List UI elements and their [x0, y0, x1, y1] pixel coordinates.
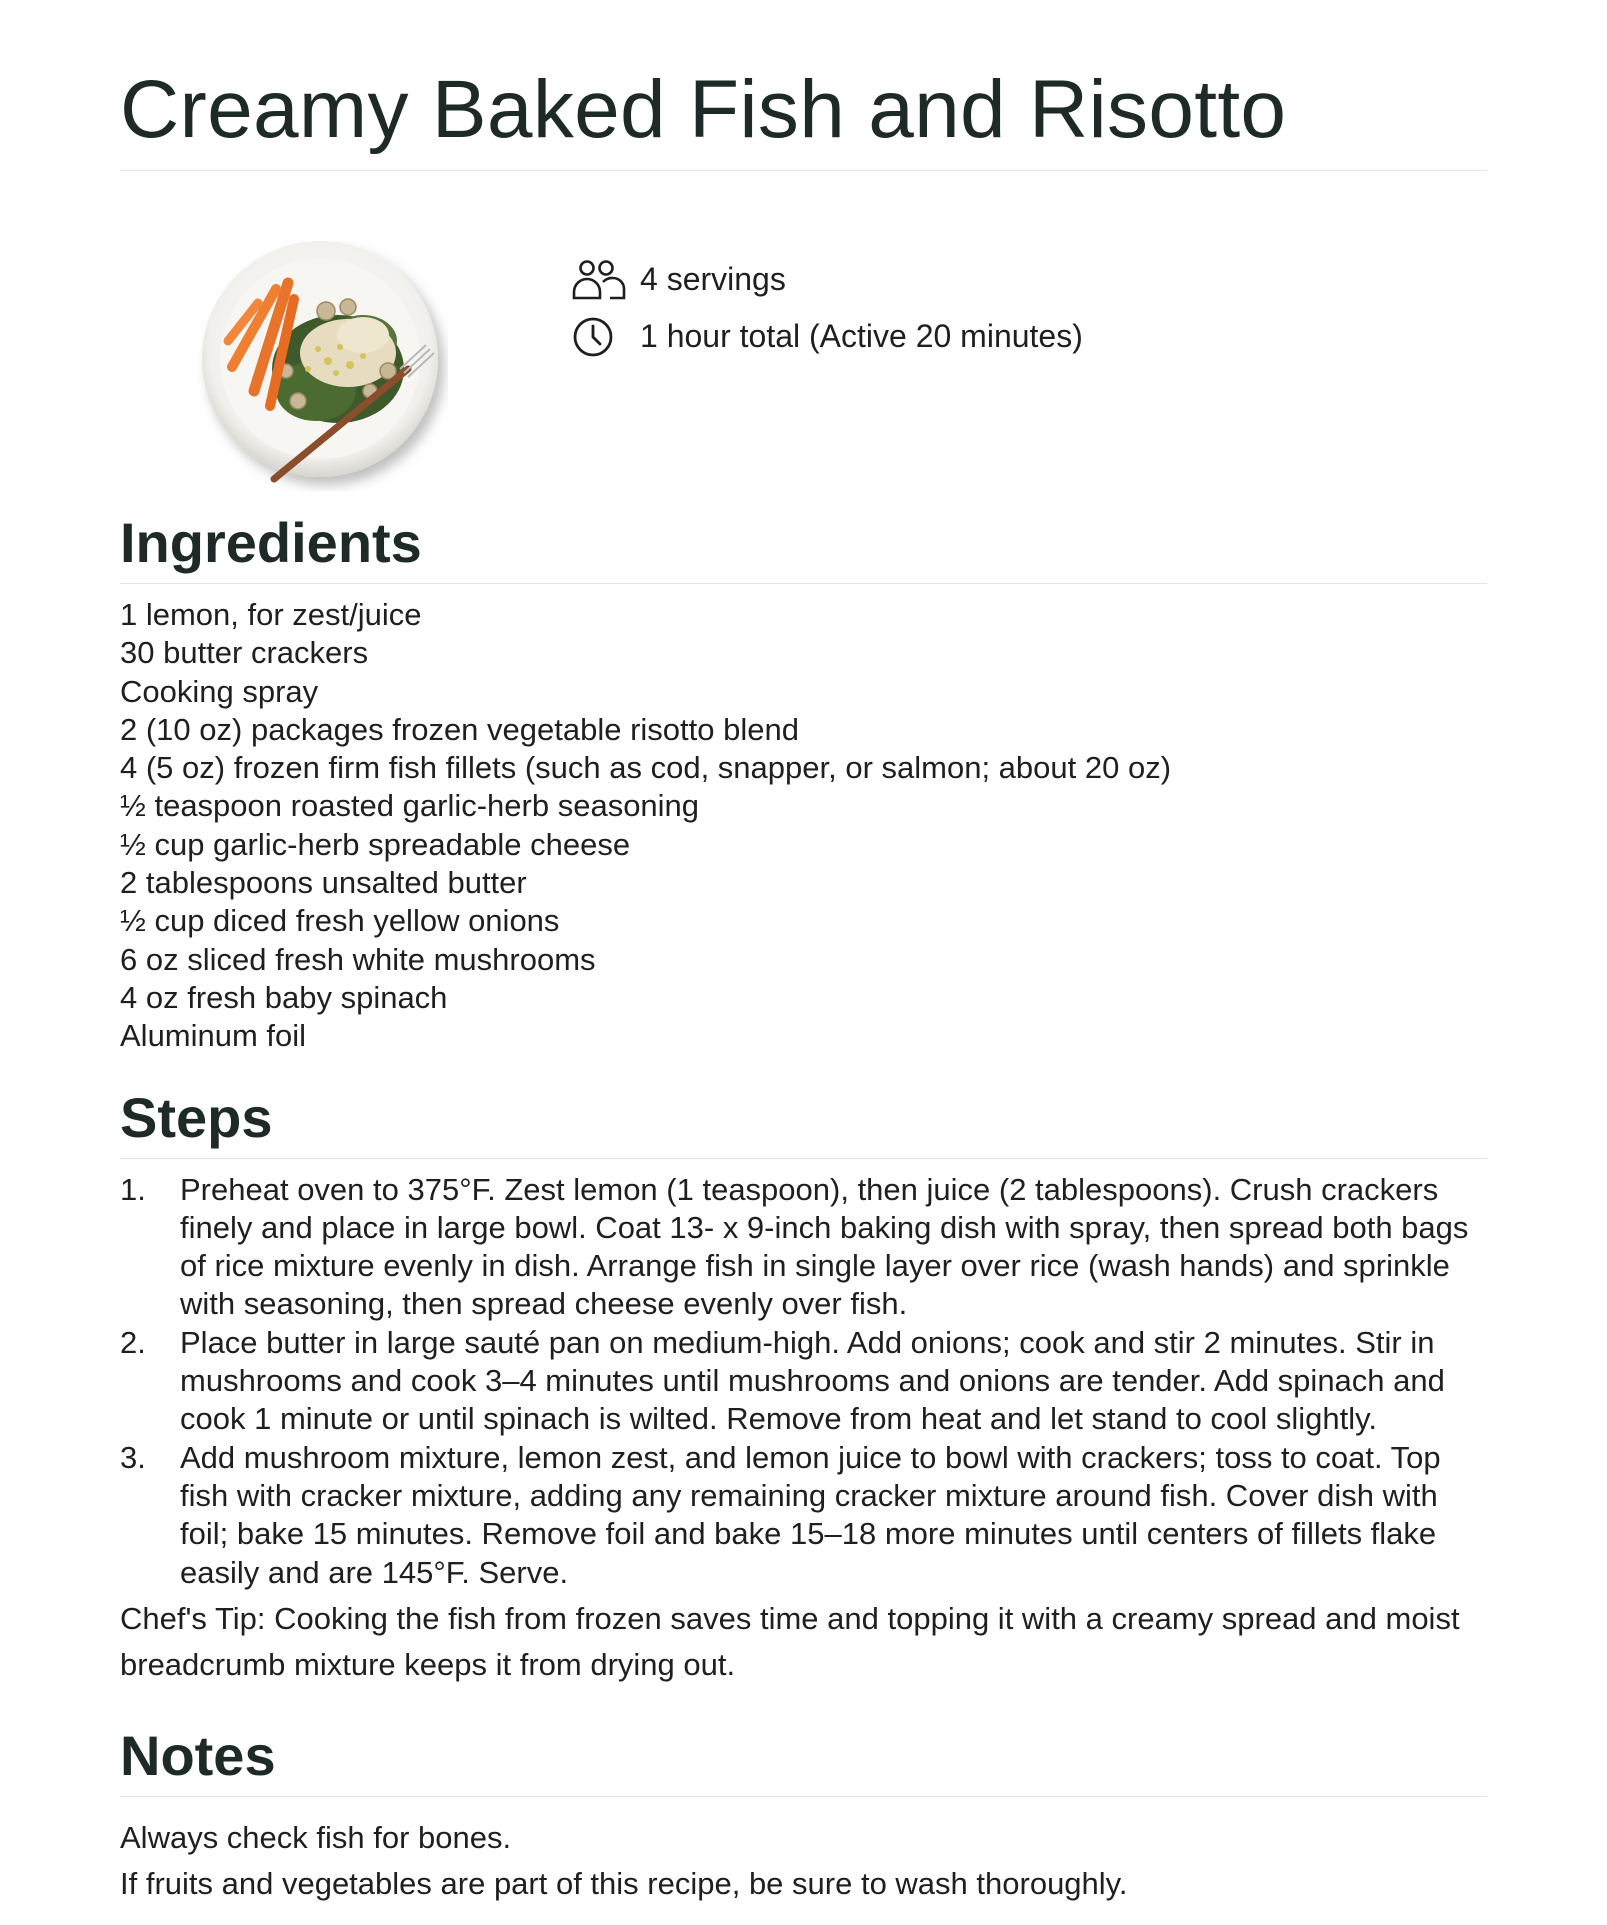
note-item: If fruits and vegetables are part of this recipe, be sure to wash thoroughly. [120, 1865, 1128, 1901]
step-number: 1. [120, 1171, 146, 1207]
steps-section [120, 1086, 1487, 1688]
ingredient-item: 2 (10 oz) packages frozen vegetable risotto blend [120, 711, 799, 747]
ingredients-section [120, 511, 1487, 1056]
ingredients-heading: Ingredients [120, 511, 422, 574]
clock-icon [572, 315, 628, 359]
step-item [120, 1439, 1487, 1592]
servings-row [572, 251, 1083, 308]
steps-list [120, 1171, 1487, 1592]
recipe-title: Creamy Baked Fish and Risotto [120, 64, 1287, 155]
step-text: Place butter in large sauté pan on medium-high. Add onions; cook and stir 2 minutes. Stir in mushrooms and cook 3–4 minutes until mushrooms and onions are tender. Add spinach and cook 1 minute or until spinach is wilted. Remove from heat and let stand to cool slightly. [180, 1324, 1445, 1437]
ingredient-item: 30 butter crackers [120, 635, 369, 671]
notes-divider [120, 1796, 1487, 1797]
step-item [120, 1171, 1487, 1324]
people-icon [572, 258, 628, 302]
ingredients-list [120, 596, 1487, 1056]
ingredient-item: 1 lemon, for zest/juice [120, 597, 422, 632]
ingredient-item: ½ cup diced fresh yellow onions [120, 903, 560, 939]
ingredient-item: 4 oz fresh baby spinach [120, 979, 448, 1015]
ingredient-item: ½ cup garlic-herb spreadable cheese [120, 826, 631, 862]
step-text: Add mushroom mixture, lemon zest, and lemon juice to bowl with crackers; toss to coat. Top fish with cracker mixture, adding any remaining cracker mixture around fish. Cover dish with foil; bake 15 minutes. Remove foil and bake 15–18 more minutes until centers of fillets flake easily and are 145°F. Serve. [180, 1439, 1441, 1590]
chefs-tip: Chef's Tip: Cooking the fish from frozen saves time and topping it with a creamy spread and moist breadcrumb mixture keeps it from drying out. [120, 1600, 1460, 1682]
step-number: 3. [120, 1439, 146, 1475]
notes-heading: Notes [120, 1723, 276, 1787]
time-row [572, 308, 1083, 365]
time-text: 1 hour total (Active 20 minutes) [640, 318, 1083, 354]
ingredients-divider [120, 583, 1487, 584]
steps-divider [120, 1158, 1487, 1159]
step-text: Preheat oven to 375°F. Zest lemon (1 teaspoon), then juice (2 tablespoons). Crush crackers finely and place in large bowl. Coat 13- x 9-inch baking dish with spray, then spread both bags of rice mixture evenly in dish. Arrange fish in single layer over rice (wash hands) and sprinkle with seasoning, then spread cheese evenly over fish. [180, 1171, 1469, 1322]
ingredient-item: 4 (5 oz) frozen firm fish fillets (such as cod, snapper, or salmon; about 20 oz) [120, 750, 1172, 786]
step-number: 2. [120, 1324, 146, 1360]
note-item: Always check fish for bones. [120, 1819, 512, 1855]
ingredient-item: 2 tablespoons unsalted butter [120, 865, 527, 901]
ingredient-item: 6 oz sliced fresh white mushrooms [120, 941, 596, 977]
servings-text: 4 servings [640, 261, 786, 297]
dish-photo [198, 241, 448, 491]
ingredient-item: Cooking spray [120, 673, 319, 709]
notes-section [120, 1724, 1487, 1907]
ingredient-item: Aluminum foil [120, 1018, 307, 1054]
recipe-meta [572, 251, 1083, 365]
ingredient-item: ½ teaspoon roasted garlic-herb seasoning [120, 788, 700, 824]
recipe-hero [120, 171, 1487, 511]
steps-heading: Steps [120, 1085, 273, 1149]
notes-list [120, 1815, 1487, 1907]
step-item [120, 1324, 1487, 1439]
